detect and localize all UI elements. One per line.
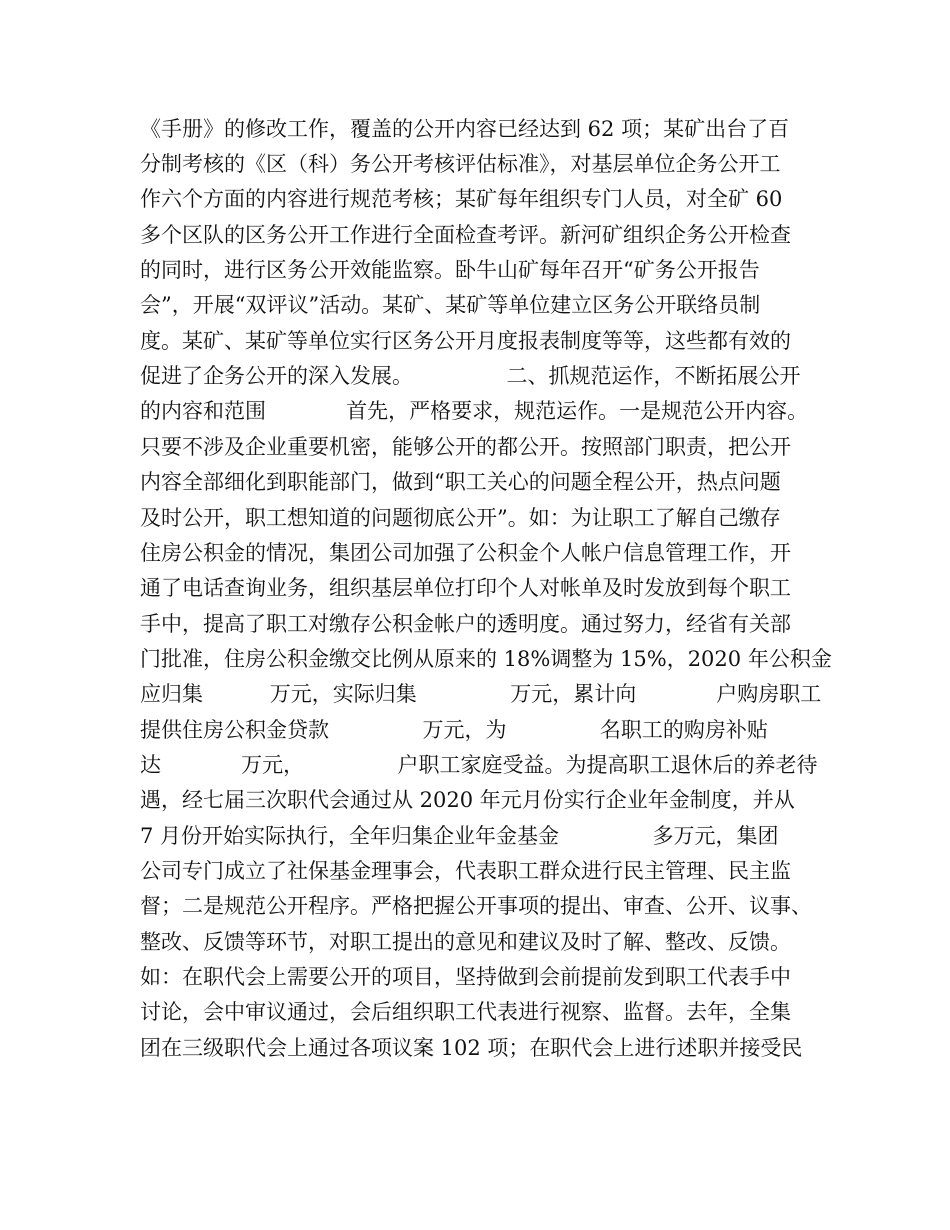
text-line: 督；二是规范公开程序。严格把握公开事项的提出、审查、公开、议事、 <box>140 894 812 918</box>
text-line: 遇，经七届三次职代会通过从 2020 年元月份实行企业年金制度，并从 <box>140 788 795 812</box>
text-line: 度。某矿、某矿等单位实行区务公开月度报表制度等等，这些都有效的 <box>140 329 791 353</box>
text-line: 分制考核的《区（科）务公开考核评估标准》，对基层单位企务公开工 <box>140 152 781 176</box>
text-line: 手中，提高了职工对缴存公积金帐户的透明度。通过努力，经省有关部 <box>140 612 791 636</box>
text-line: 的同时，进行区务公开效能监察。卧牛山矿每年召开“矿务公开报告 <box>140 258 760 282</box>
text-line: 作六个方面的内容进行规范考核；某矿每年组织专门人员，对全矿 60 <box>140 187 783 211</box>
text-line: 如：在职代会上需要公开的项目，坚持做到会前提前发到职工代表手中 <box>140 965 791 989</box>
text-line: 7 月份开始实际执行，全年归集企业年金基金 多万元，集团 <box>140 824 779 848</box>
text-line: 及时公开，职工想知道的问题彻底公开”。如：为让职工了解自己缴存 <box>140 506 781 530</box>
text-line: 多个区队的区务公开工作进行全面检查考评。新河矿组织企务公开检查 <box>140 223 791 247</box>
text-line: 整改、反馈等环节，对职工提出的意见和建议及时了解、整改、反馈。 <box>140 930 791 954</box>
text-line: 门批准，住房公积金缴交比例从原来的 18%调整为 15%，2020 年公积金 <box>140 647 832 671</box>
text-line: 《手册》的修改工作，覆盖的公开内容已经达到 62 项；某矿出台了百 <box>140 117 790 141</box>
text-line: 达 万元， 户职工家庭受益。为提高职工退休后的养老待 <box>140 753 818 777</box>
text-line: 内容全部细化到职能部门，做到“职工关心的问题全程公开，热点问题 <box>140 470 781 494</box>
text-line: 会”，开展“双评议”活动。某矿、某矿等单位建立区务公开联络员制 <box>140 293 761 317</box>
text-line: 团在三级职代会上通过各项议案 102 项；在职代会上进行述职并接受民 <box>140 1036 803 1060</box>
text-line: 应归集 万元，实际归集 万元，累计向 户购房职工 <box>140 682 822 706</box>
text-line: 讨论，会中审议通过，会后组织职工代表进行视察、监督。去年，全集 <box>140 1000 791 1024</box>
text-line: 的内容和范围 首先，严格要求，规范运作。一是规范公开内容。 <box>140 399 809 423</box>
text-line: 住房公积金的情况，集团公司加强了公积金个人帐户信息管理工作，开 <box>140 541 791 565</box>
text-line: 公司专门成立了社保基金理事会，代表职工群众进行民主管理、民主监 <box>140 859 791 883</box>
text-line: 促进了企务公开的深入发展。 二、抓规范运作，不断拓展公开 <box>140 364 801 388</box>
text-line: 通了电话查询业务，组织基层单位打印个人对帐单及时发放到每个职工 <box>140 576 791 600</box>
text-line: 提供住房公积金贷款 万元，为 名职工的购房补贴 <box>140 718 768 742</box>
text-line: 只要不涉及企业重要机密，能够公开的都公开。按照部门职责，把公开 <box>140 435 791 459</box>
